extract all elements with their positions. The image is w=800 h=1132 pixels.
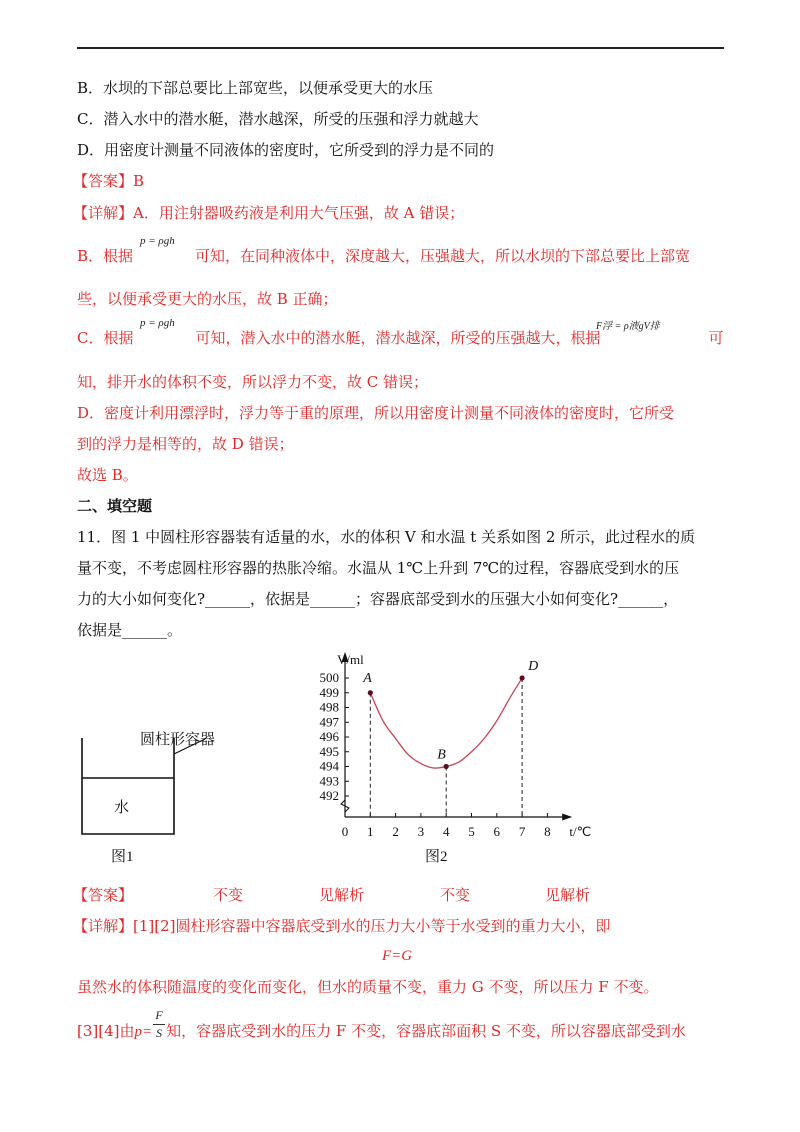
x-tick-label: 8 [544, 824, 551, 839]
x-tick-label: 5 [468, 824, 475, 839]
fig2-caption: 图2 [425, 849, 448, 865]
chart-points [368, 675, 525, 769]
fig1-caption: 图1 [111, 849, 134, 865]
q10-detail-c-line2: 知，排开水的体积不变，所以浮力不变，故 C 错误； [77, 373, 429, 391]
container-label: 圆柱形容器 [140, 730, 216, 748]
detail-a-text: A．用注射器吸药液是利用大气压强，故 A 错误； [133, 204, 465, 222]
answers-label: 【答案】 [73, 886, 134, 904]
q11-line4: 依据是______。 [77, 621, 183, 639]
point-label-a: A [363, 670, 372, 686]
point-d [520, 675, 525, 680]
x-tick-label: 2 [392, 824, 399, 839]
x-axis-arrow [562, 814, 572, 821]
point-b [444, 764, 449, 769]
y-tick-label: 494 [319, 758, 339, 774]
q11-detail-text3: 知，容器底受到水的压力 F 不变，容器底部面积 S 不变，所以容器底部受到水 [166, 1022, 686, 1040]
point-label-d: D [528, 659, 539, 674]
fraction-bar [153, 1024, 165, 1025]
q11-line1: 11．图 1 中圆柱形容器装有适量的水，水的体积 V 和水温 t 关系如图 2 所示，此过程水的质 [77, 528, 696, 546]
y-tick-label: 498 [319, 699, 339, 715]
detail-c-suffix: 可 [708, 329, 724, 347]
answer-value: B [133, 172, 145, 190]
q10-detail-d-line1: D．密度计利用漂浮时，浮力等于重的原理，所以用密度计测量不同液体的密度时，它所受 [77, 404, 675, 422]
q11-detail-prefix: [3][4]由 [77, 1022, 135, 1040]
y-tick-label: 497 [319, 714, 339, 730]
detail-c-mid: 可知，潜入水中的潜水艇，潜水越深，所受的压强越大，根据 [195, 329, 601, 347]
q11-detail-label: 【详解】 [73, 917, 134, 935]
q11-detail-line1 [73, 916, 611, 936]
q11-line3: 力的大小如何变化?______，依据是______；容器底部受到水的压强大小如何变化?______， [77, 590, 679, 608]
answer-4: 见解析 [545, 886, 591, 904]
answer-3: 不变 [440, 886, 471, 904]
x-tick-label: 0 [341, 824, 349, 839]
y-tick-label: 500 [319, 670, 339, 685]
y-tick-label: 496 [319, 729, 339, 744]
chart-guides [370, 678, 522, 817]
point-a [368, 690, 373, 695]
answer-1: 不变 [213, 886, 244, 904]
q10-detail-b-line2: 些，以便承受更大的水压，故 B 正确； [77, 290, 338, 308]
detail-b-rest: 可知，在同种液体中，深度越大，压强越大，所以水坝的下部总要比上部宽 [195, 247, 691, 265]
q11-line2: 量不变，不考虑圆柱形容器的热胀冷缩。水温从 1℃上升到 7℃的过程，容器底受到水的压 [77, 559, 680, 577]
formula-p-rho-g-h: p = ρgh [140, 235, 175, 247]
q11-detail-text1: [1][2]圆柱形容器中容器底受到水的压力大小等于水受到的重力大小，即 [133, 917, 611, 935]
water-label: 水 [114, 798, 130, 816]
point-label-b: B [437, 747, 446, 763]
q11-detail-line2: 虽然水的体积随温度的变化而变化，但水的质量不变，重力 G 不变，所以压力 F 不变。 [77, 978, 659, 996]
volume-curve [370, 678, 522, 768]
x-tick-label: 4 [442, 824, 450, 839]
q10-conclusion: 故选 B。 [77, 466, 138, 484]
y-tick-label: 499 [319, 684, 339, 700]
q10-detail-d-line2: 到的浮力是相等的，故 D 错误； [77, 435, 294, 453]
answer-label: 【答案】 [73, 172, 134, 190]
section-title: 二、填空题 [77, 497, 153, 515]
formula-p-rho-g-h-2: p = ρgh [140, 317, 175, 329]
detail-label: 【详解】 [73, 204, 134, 222]
q11-detail-line3 [77, 1021, 686, 1042]
detail-c-prefix: C．根据 [77, 329, 134, 347]
x-tick-label: 3 [417, 824, 425, 839]
x-tick-label: 7 [518, 824, 526, 839]
detail-b-prefix: B．根据 [77, 247, 134, 265]
x-axis-label: t/℃ [569, 824, 592, 839]
option-b: B．水坝的下部总要比上部宽些，以便承受更大的水压 [77, 79, 434, 97]
fraction-denominator: S [156, 1026, 162, 1040]
y-tick-label: 495 [319, 743, 339, 759]
chart-axes [320, 652, 592, 839]
y-axis-label: V/ml [337, 652, 364, 667]
q11-detail-eq: F=G [382, 948, 413, 964]
x-tick-label: 6 [493, 824, 501, 839]
x-tick-label: 1 [367, 824, 374, 839]
fraction-numerator: F [155, 1008, 163, 1022]
option-c: C．潜入水中的潜水艇，潜水越深，所受的压强和浮力就越大 [77, 110, 479, 128]
q11-detail-p: p= [134, 1024, 153, 1040]
y-tick-label: 492 [319, 788, 339, 803]
chart-labels [362, 659, 538, 763]
option-d: D．用密度计测量不同液体的密度时，它所受到的浮力是不同的 [77, 141, 495, 159]
answer-2: 见解析 [319, 886, 365, 904]
y-tick-label: 493 [319, 773, 339, 789]
formula-buoyancy: F浮 = ρ液gV排 [596, 321, 660, 332]
